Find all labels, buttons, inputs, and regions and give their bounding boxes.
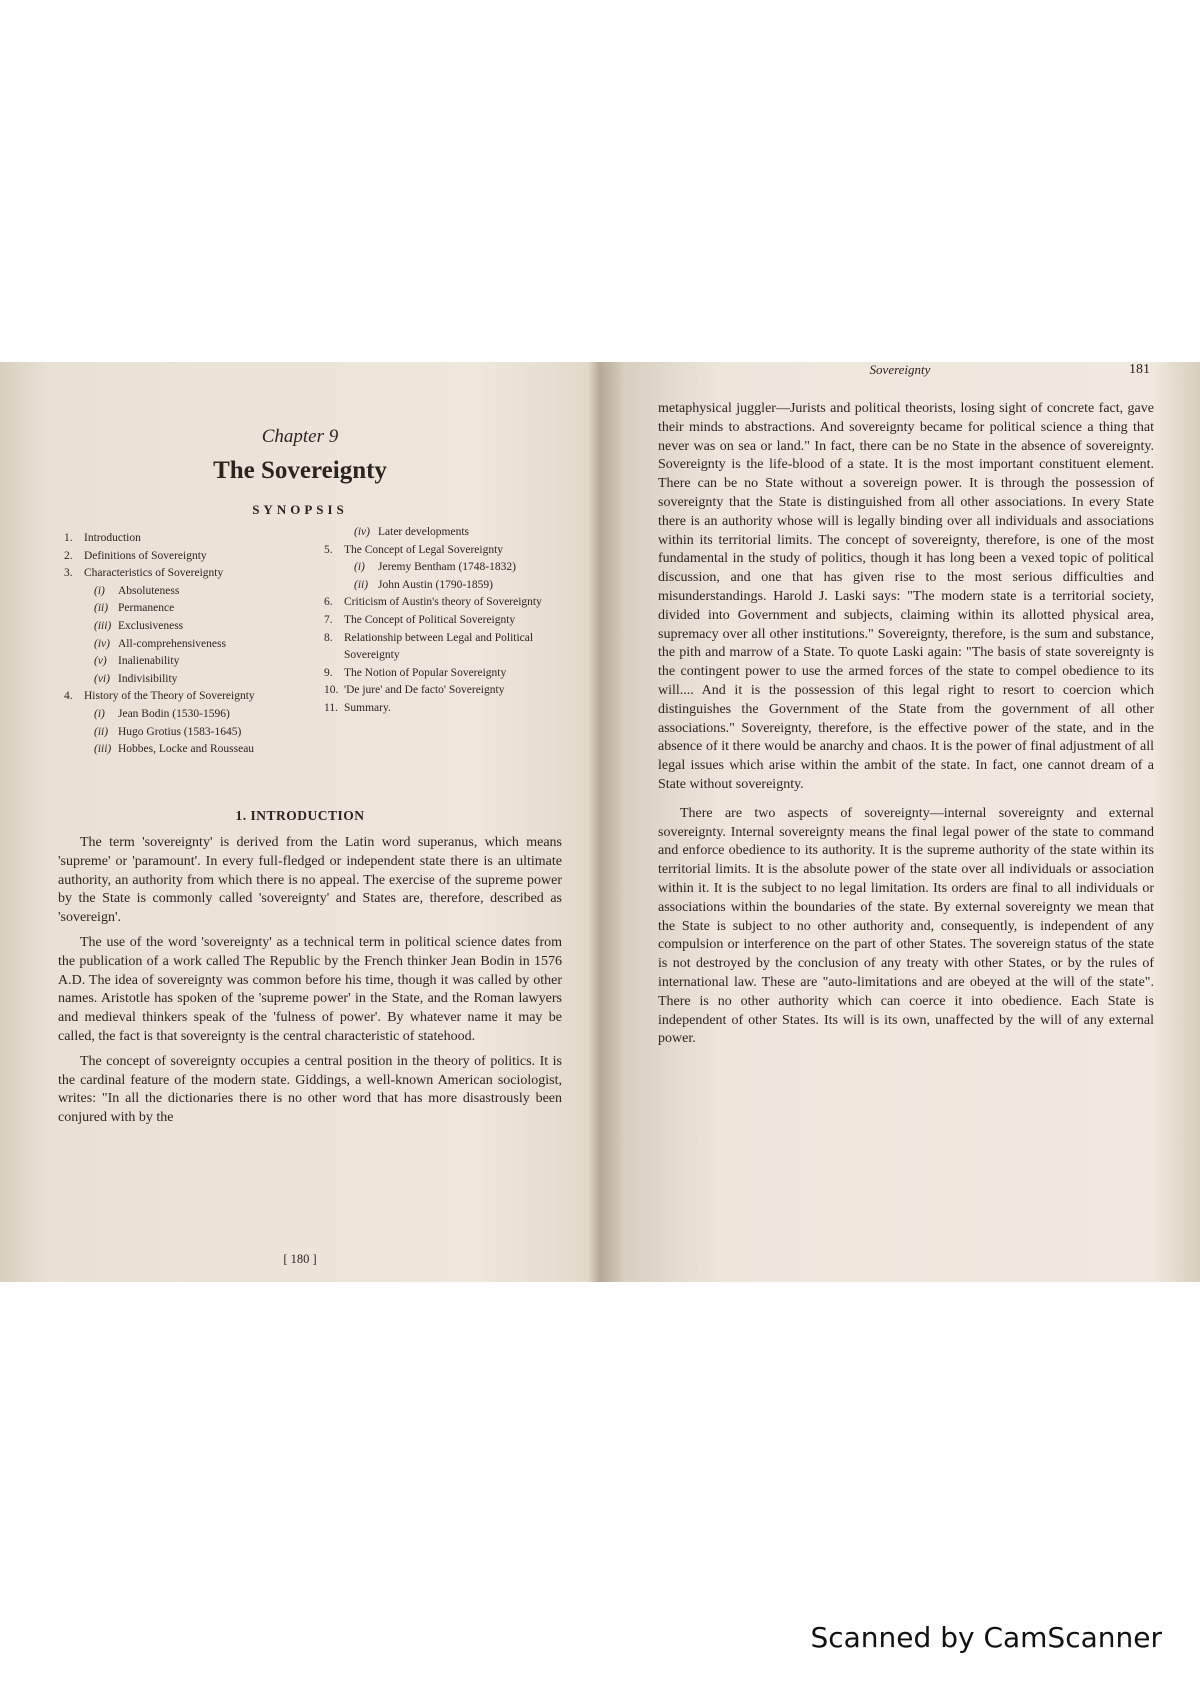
synopsis-item-text: Criticism of Austin's theory of Sovereignty bbox=[344, 596, 542, 609]
synopsis-heading: SYNOPSIS bbox=[252, 502, 348, 517]
synopsis-item bbox=[324, 630, 560, 665]
synopsis-item-number: 6. bbox=[324, 596, 333, 609]
synopsis-list-right bbox=[324, 524, 560, 718]
right-page bbox=[600, 362, 1200, 1282]
synopsis-item-number: (v) bbox=[94, 655, 107, 668]
synopsis-item-number: (ii) bbox=[354, 578, 369, 591]
synopsis-item-number: 1. bbox=[64, 532, 73, 544]
synopsis-item-text: Indivisibility bbox=[118, 672, 178, 685]
synopsis-item-number: 3. bbox=[64, 567, 73, 580]
synopsis-item-number: (ii) bbox=[94, 725, 109, 738]
synopsis-item-text: Hugo Grotius (1583-1645) bbox=[118, 725, 242, 738]
synopsis-item-number: (i) bbox=[94, 584, 105, 597]
synopsis-item-text: Hobbes, Locke and Rousseau bbox=[118, 743, 255, 756]
synopsis-item-number: 5. bbox=[324, 543, 333, 556]
synopsis-item-number: (i) bbox=[354, 561, 365, 574]
synopsis-item-text: Summary. bbox=[344, 701, 391, 714]
synopsis-item-text: Jeremy Bentham (1748-1832) bbox=[378, 561, 516, 574]
synopsis-item-text: Permanence bbox=[118, 602, 175, 615]
synopsis-item-number: 7. bbox=[324, 613, 333, 626]
section-heading: 1. INTRODUCTION bbox=[235, 808, 365, 823]
synopsis-item-number: (iii) bbox=[94, 743, 112, 756]
synopsis-item bbox=[64, 565, 292, 583]
synopsis-item bbox=[64, 618, 292, 636]
synopsis-item bbox=[64, 724, 292, 742]
book-spread bbox=[0, 362, 1200, 1282]
running-head: Sovereignty bbox=[869, 362, 931, 377]
paragraph: The term 'sovereignty' is derived from the Latin word superanus, which means 'supreme' or 'paramount'. In every full-fledged or independent state there is an ultimate authority, an authority from which there is no appeal. The exercise of the supreme power by the State is commonly called 'sovereignty' and States are, therefore, described as 'sovereign'. bbox=[58, 835, 562, 926]
chapter-label: Chapter 9 bbox=[261, 426, 339, 447]
paragraph: The use of the word 'sovereignty' as a technical term in political science dates from the publication of a work called The Republic by the French thinker Jean Bodin in 1576 A.D. The idea of sovereignty was common before his time, though it was called by other names. Aristotle has spoken of the 'supreme power' in the State, and the Roman lawyers and medieval thinkers speak of the 'fulness of power'. By whatever name it may be called, the fact is that sovereignty is the central characteristic of statehood. bbox=[58, 934, 562, 1044]
synopsis-item-text: All-comprehensiveness bbox=[118, 637, 226, 650]
synopsis-item bbox=[324, 682, 560, 700]
synopsis-item bbox=[64, 583, 292, 601]
synopsis-item-text: The Concept of Legal Sovereignty bbox=[344, 543, 504, 556]
left-body-text bbox=[58, 834, 562, 1134]
synopsis-item bbox=[324, 577, 560, 595]
synopsis-item-text: Inalienability bbox=[118, 655, 180, 668]
synopsis-item-number: 2. bbox=[64, 549, 73, 562]
synopsis-item-number: 10. bbox=[324, 684, 339, 697]
synopsis-item bbox=[64, 548, 292, 566]
synopsis-item-number: (i) bbox=[94, 707, 105, 720]
synopsis-item-text: 'De jure' and De facto' Sovereignty bbox=[344, 684, 505, 697]
synopsis-item-text: Later developments bbox=[378, 526, 470, 538]
left-page bbox=[0, 362, 600, 1282]
synopsis-item-text: John Austin (1790-1859) bbox=[378, 578, 493, 591]
synopsis-item-text: Relationship between Legal and Political Sovereignty bbox=[344, 631, 534, 662]
synopsis-item bbox=[324, 665, 560, 683]
synopsis-list-left bbox=[64, 530, 292, 759]
synopsis-item-number: (iv) bbox=[94, 637, 110, 650]
synopsis-item bbox=[64, 671, 292, 689]
synopsis-item bbox=[324, 594, 560, 612]
synopsis-item-text: Definitions of Sovereignty bbox=[84, 549, 207, 562]
paragraph: There are two aspects of sovereignty—internal sovereignty and external sovereignty. Internal sovereignty means the final legal power of the state to command and enforce obedience to its authority. It is the supreme authority of the state within its territorial limits. It is the absolute power of the state over all individuals or association within it. It is the subject to no legal limitation. Its orders are final to all individuals or associations within the boundaries of the state. By external sovereignty we mean that the State is subject to no other authority and, consequently, is independent of any compulsion or interference on the part of other States. The sovereign status of the state is not destroyed by the conclusion of any treaty with other States, or by the rules of international law. These are "auto-limitations and are obeyed at the will of the state". There is no other authority which can coerce it into obedience. Each State is independent of other States. Its will is its own, unaffected by the will of any external power. bbox=[658, 805, 1154, 1047]
synopsis-item bbox=[64, 741, 292, 759]
right-body-text bbox=[658, 400, 1154, 1059]
synopsis-item-text: The Concept of Political Sovereignty bbox=[344, 613, 516, 626]
synopsis-item bbox=[64, 636, 292, 654]
synopsis-item bbox=[64, 653, 292, 671]
synopsis-item-text: The Notion of Popular Sovereignty bbox=[344, 666, 507, 679]
page-number-right: 181 bbox=[1129, 362, 1150, 377]
synopsis-item bbox=[64, 600, 292, 618]
synopsis-item-text: Jean Bodin (1530-1596) bbox=[118, 707, 230, 720]
paragraph: metaphysical juggler—Jurists and political theorists, losing sight of concrete fact, gave their minds to abstractions. And sovereignty became for political science a thing that never was on sea or land." In fact, there can be no State in the absence of sovereignty. Sovereignty is the life-blood of a state. It is the most important constituent element. There can be no State without a sovereign power. It is through the possession of sovereignty that the State is distinguished from all other associations. In every State there is an authority whose will is legally binding over all individuals and associations within its territorial limits. The concept of sovereignty, therefore, is one of the most fundamental in the study of politics, though it has long been a vexed topic of political discussion, and one that has given rise to the most serious difficulties and misunderstandings. Harold J. Laski says: "The modern state is a territorial society, divided into Government and subjects, claiming within its allotted physical area, supremacy over all other institutions." Sovereignty, therefore, is the sum and substance, the pith and marrow of a State. To quote Laski again: "The basis of state sovereignty is the contingent power to use the armed forces of the state to compel obedience to its will.... And it is the possession of this legal right to resort to coercion which distinguishes the Government of the State from the government of all other associations." Sovereignty, therefore, is the effective power of the state, and in the absence of it there would be anarchy and chaos. It is the power of final adjustment of all legal issues which arise within the ambit of the state. In fact, one cannot dream of a State without sovereignty. bbox=[658, 401, 1154, 792]
synopsis-item bbox=[324, 524, 560, 542]
synopsis-item-number: 9. bbox=[324, 666, 333, 679]
synopsis-item-text: Introduction bbox=[84, 532, 141, 544]
synopsis-item bbox=[64, 706, 292, 724]
synopsis-item-number: (ii) bbox=[94, 602, 109, 615]
synopsis-item-number: (iii) bbox=[94, 619, 112, 632]
chapter-title: The Sovereignty bbox=[213, 457, 387, 484]
synopsis-item-text: Absoluteness bbox=[118, 584, 180, 597]
paragraph: The concept of sovereignty occupies a central position in the theory of politics. It is the cardinal feature of the modern state. Giddings, a well-known American sociologist, writes: "In all the dictionaries there is no other word that has more disastrously been conjured with by the bbox=[58, 1053, 562, 1126]
synopsis-item bbox=[64, 530, 292, 548]
synopsis-item-text: History of the Theory of Sovereignty bbox=[84, 690, 255, 703]
synopsis-item-number: 11. bbox=[324, 701, 338, 714]
synopsis-item bbox=[324, 559, 560, 577]
synopsis-item bbox=[64, 688, 292, 706]
synopsis-item-number: 8. bbox=[324, 631, 333, 644]
synopsis-item-text: Characteristics of Sovereignty bbox=[84, 567, 224, 580]
synopsis-item bbox=[324, 700, 560, 718]
synopsis-item-text: Exclusiveness bbox=[118, 619, 184, 632]
synopsis-item-number: 4. bbox=[64, 690, 73, 703]
scanner-watermark: Scanned by CamScanner bbox=[810, 1621, 1162, 1654]
page-number-left: [ 180 ] bbox=[283, 1252, 317, 1266]
synopsis-item-number: (vi) bbox=[94, 672, 110, 685]
synopsis-item-number: (iv) bbox=[354, 526, 370, 538]
synopsis-item bbox=[324, 612, 560, 630]
synopsis-item bbox=[324, 542, 560, 560]
